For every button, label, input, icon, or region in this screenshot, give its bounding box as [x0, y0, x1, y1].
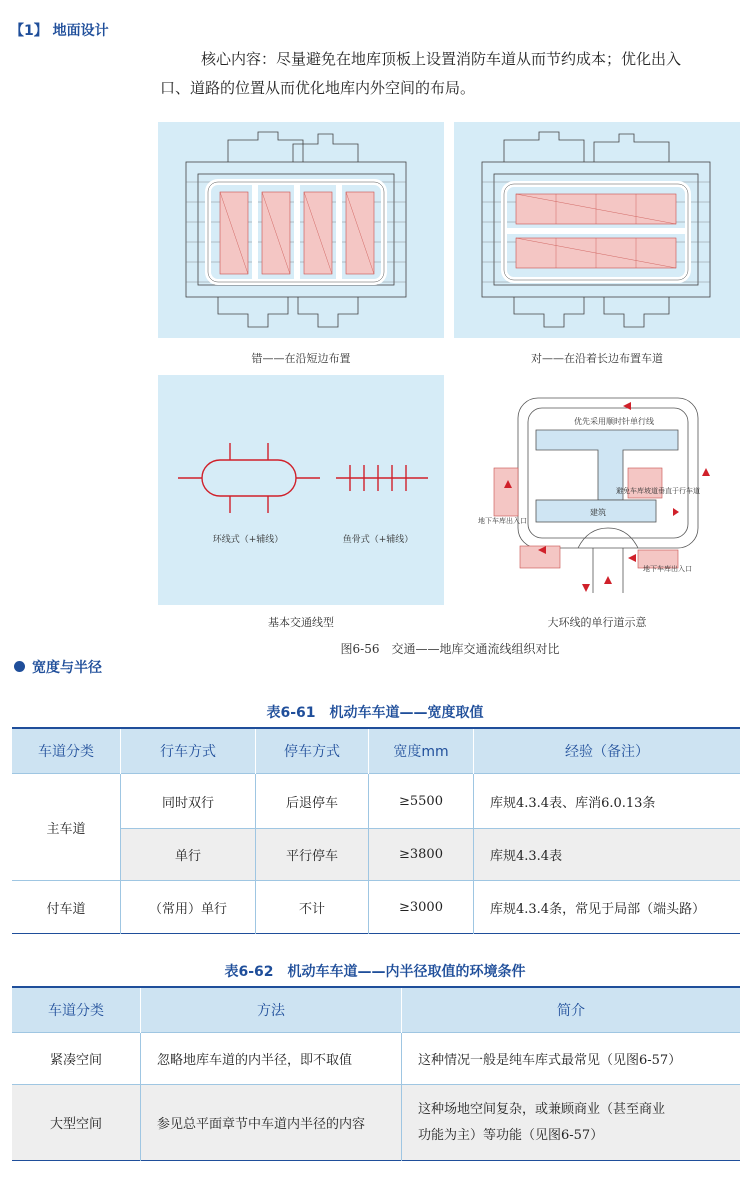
table-header: 经验（备注） [474, 728, 741, 774]
table-row [12, 1085, 740, 1161]
clockwise-note: 优先采用顺时针单行线 [574, 417, 654, 426]
table-cell: 后退停车 [256, 774, 369, 829]
table-cell: 参见总平面章节中车道内半径的内容 [141, 1085, 402, 1161]
entrance-label-left: 地下车库出入口 [478, 517, 527, 525]
table-row [12, 774, 740, 829]
table-cell: ≥3800 [369, 829, 474, 881]
fishbone-type-label: 鱼骨式（+辅线） [342, 535, 414, 545]
one-way-loop-diagram [478, 388, 740, 602]
table-cell: 单行 [121, 829, 256, 881]
table-header-row [12, 728, 740, 774]
plan-short-side-drawing [158, 122, 444, 338]
loop-type-label: 环线式（+辅线） [212, 535, 284, 545]
table-cell: 库规4.3.4表、库消6.0.13条 [474, 774, 741, 829]
table-row [12, 829, 740, 881]
table1-title: 表6-61 机动车车道——宽度取值 [266, 705, 484, 721]
subsection-heading: 宽度与半径 [32, 660, 102, 676]
table-header: 宽度mm [369, 728, 474, 774]
table-cell: 大型空间 [12, 1085, 141, 1161]
table2-title: 表6-62 机动车车道——内半径取值的环境条件 [224, 964, 526, 980]
line-types-drawing [158, 375, 444, 605]
table-row [12, 881, 740, 934]
section-heading: 【1】 地面设计 [10, 23, 109, 39]
width-table [12, 727, 740, 934]
caption-basic-types: 基本交通线型 [268, 616, 334, 629]
plan-short-side-panel [158, 122, 444, 338]
figure-title: 图6-56 交通——地库交通流线组织对比 [340, 642, 560, 656]
table-header: 方法 [141, 987, 402, 1033]
avoid-perpendicular-note: 避免车库坡道垂直于行车道 [616, 487, 700, 495]
table-cell: 主车道 [12, 774, 121, 881]
basic-line-types-panel [158, 375, 444, 605]
table-row [12, 1033, 740, 1085]
table-cell: 平行停车 [256, 829, 369, 881]
intro-line-2: 口、道路的位置从而优化地库内外空间的布局。 [160, 79, 476, 97]
plan-long-side-panel [454, 122, 740, 338]
intro-text-line: 功能为主）等功能（见图6-57） [418, 1127, 604, 1143]
intro-text-line: 这种情况一般是纯车库式最常见（见图6-57） [418, 1053, 682, 1068]
table-header: 车道分类 [12, 728, 121, 774]
table-cell: 库规4.3.4表 [474, 829, 741, 881]
table-cell: 忽略地库车道的内半径，即不取值 [141, 1033, 402, 1085]
intro-line-1: 核心内容：尽量避免在地库顶板上设置消防车道从而节约成本；优化出入 [201, 50, 682, 68]
table-cell: 付车道 [12, 881, 121, 934]
table-cell: ≥3000 [369, 881, 474, 934]
caption-wrong: 错——在沿短边布置 [251, 352, 351, 365]
table-header: 停车方式 [256, 728, 369, 774]
table-cell [402, 1085, 741, 1161]
table-cell: （常用）单行 [121, 881, 256, 934]
table-cell: 同时双行 [121, 774, 256, 829]
caption-one-way: 大环线的单行道示意 [547, 616, 647, 629]
plan-long-side-drawing [454, 122, 740, 338]
section-bullet [14, 661, 25, 672]
table-cell: 不计 [256, 881, 369, 934]
intro-text-line: 这种场地空间复杂，或兼顾商业（甚至商业 [418, 1101, 666, 1117]
entrance-label-bottom: 地下车库出入口 [643, 565, 692, 573]
table-header: 行车方式 [121, 728, 256, 774]
table-cell: ≥5500 [369, 774, 474, 829]
table-header-row [12, 987, 740, 1033]
building-label: 建筑 [590, 508, 606, 517]
table-header: 简介 [402, 987, 741, 1033]
caption-right: 对——在沿着长边布置车道 [531, 352, 663, 365]
table-cell: 库规4.3.4条，常见于局部（端头路） [474, 881, 741, 934]
table-header: 车道分类 [12, 987, 141, 1033]
table-cell [402, 1033, 741, 1085]
table-cell: 紧凑空间 [12, 1033, 141, 1085]
radius-table [12, 986, 740, 1161]
